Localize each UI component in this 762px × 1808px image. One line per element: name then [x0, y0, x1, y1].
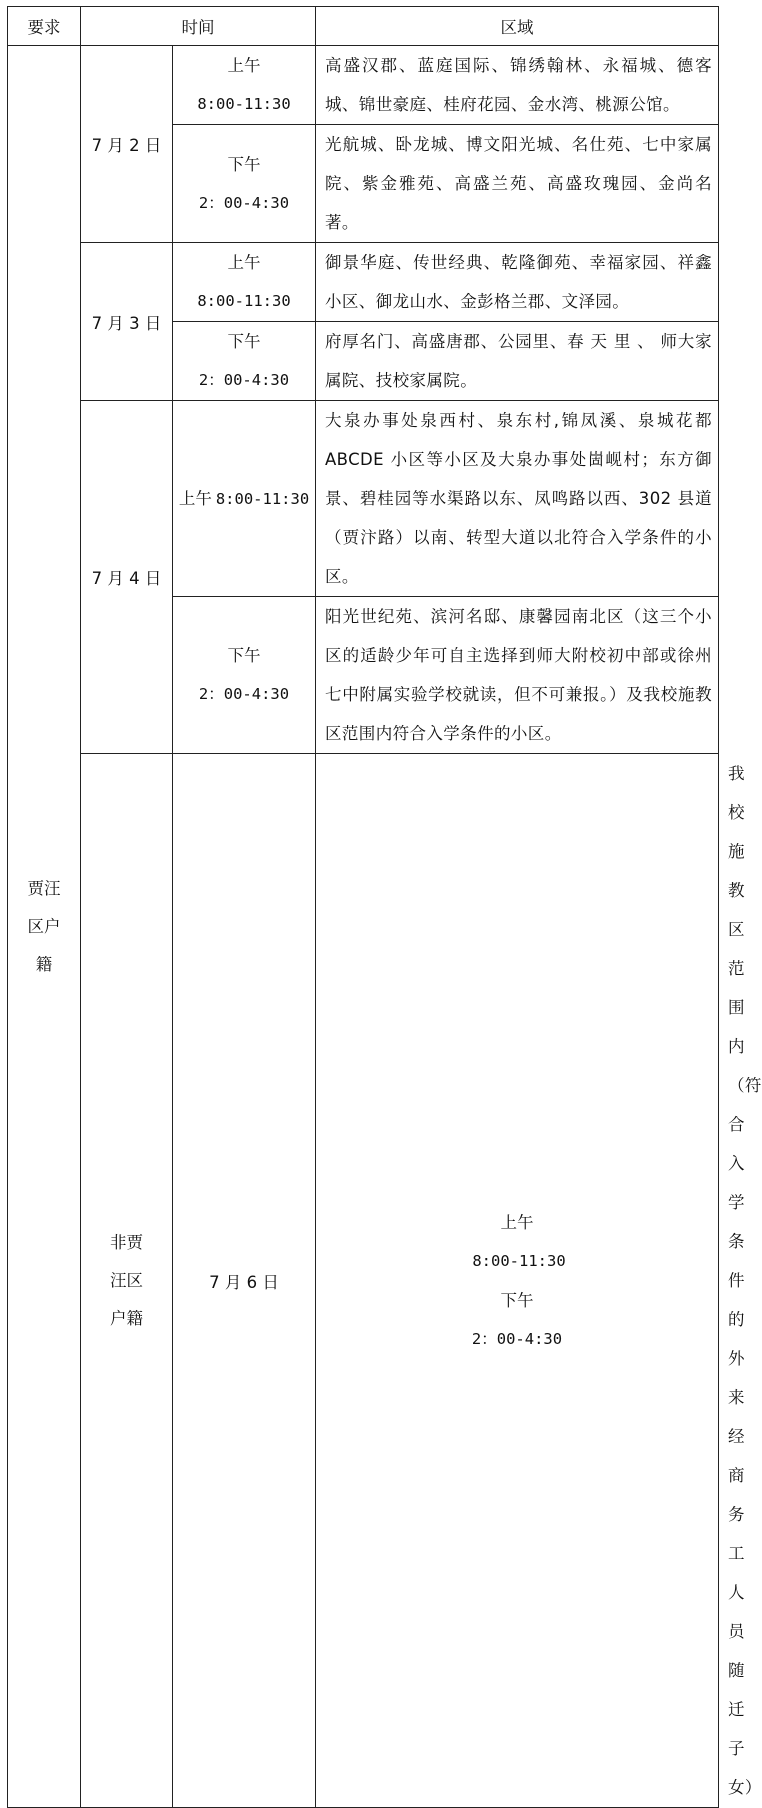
requirement-cell-local: 贾汪 区户 籍 [8, 46, 81, 1808]
enrollment-schedule-table [7, 6, 762, 1808]
time-cell: 上午 8:00-11:30 下午 2：00-4:30 [316, 754, 719, 1808]
date-cell: 7 月 3 日 [81, 243, 173, 401]
area-cell: 府厚名门、高盛唐郡、公园里、春 天 里 、 师大家属院、技校家属院。 [316, 322, 719, 401]
requirement-cell-nonlocal: 非贾 汪区 户籍 [81, 754, 173, 1808]
date-cell: 7 月 6 日 [173, 754, 316, 1808]
area-cell: 大泉办事处泉西村、泉东村,锦凤溪、泉城花都ABCDE 小区等小区及大泉办事处崮岘村；东方御景、碧桂园等水渠路以东、凤鸣路以西、302 县道（贾汴路）以南、转型大道以北符合入学条件的小区。 [316, 401, 719, 597]
table-row [8, 46, 719, 125]
time-cell: 下午 2：00-4:30 [173, 125, 316, 243]
header-row [8, 7, 719, 46]
date-cell: 7 月 4 日 [81, 401, 173, 754]
area-cell: 高盛汉郡、蓝庭国际、锦绣翰林、永福城、德客城、锦世豪庭、桂府花园、金水湾、桃源公馆。 [316, 46, 719, 125]
header-requirement: 要求 [8, 7, 81, 46]
time-cell: 下午 2：00-4:30 [173, 597, 316, 754]
time-cell: 上午 8:00-11:30 [173, 46, 316, 125]
time-cell: 上午 8:00-11:30 [173, 401, 316, 597]
table-row [8, 401, 719, 597]
time-cell: 下午 2：00-4:30 [173, 322, 316, 401]
table-row [8, 243, 719, 322]
area-cell: 御景华庭、传世经典、乾隆御苑、幸福家园、祥鑫小区、御龙山水、金彭格兰郡、文泽园。 [316, 243, 719, 322]
date-cell: 7 月 2 日 [81, 46, 173, 243]
area-cell: 光航城、卧龙城、博文阳光城、名仕苑、七中家属院、紫金雅苑、高盛兰苑、高盛玫瑰园、金尚名著。 [316, 125, 719, 243]
header-area: 区域 [316, 7, 719, 46]
table-row: 非贾 汪区 户籍 7 月 6 日 上午 8:00-11:30 下午 2：00-4:30 我校施教区范围内（符合入学条件的外来经商务工人员随迁子女） [8, 754, 719, 1808]
header-time: 时间 [81, 7, 316, 46]
area-cell: 阳光世纪苑、滨河名邸、康馨园南北区（这三个小区的适龄少年可自主选择到师大附校初中部或徐州七中附属实验学校就读，但不可兼报。）及我校施教区范围内符合入学条件的小区。 [316, 597, 719, 754]
time-cell: 上午 8:00-11:30 [173, 243, 316, 322]
